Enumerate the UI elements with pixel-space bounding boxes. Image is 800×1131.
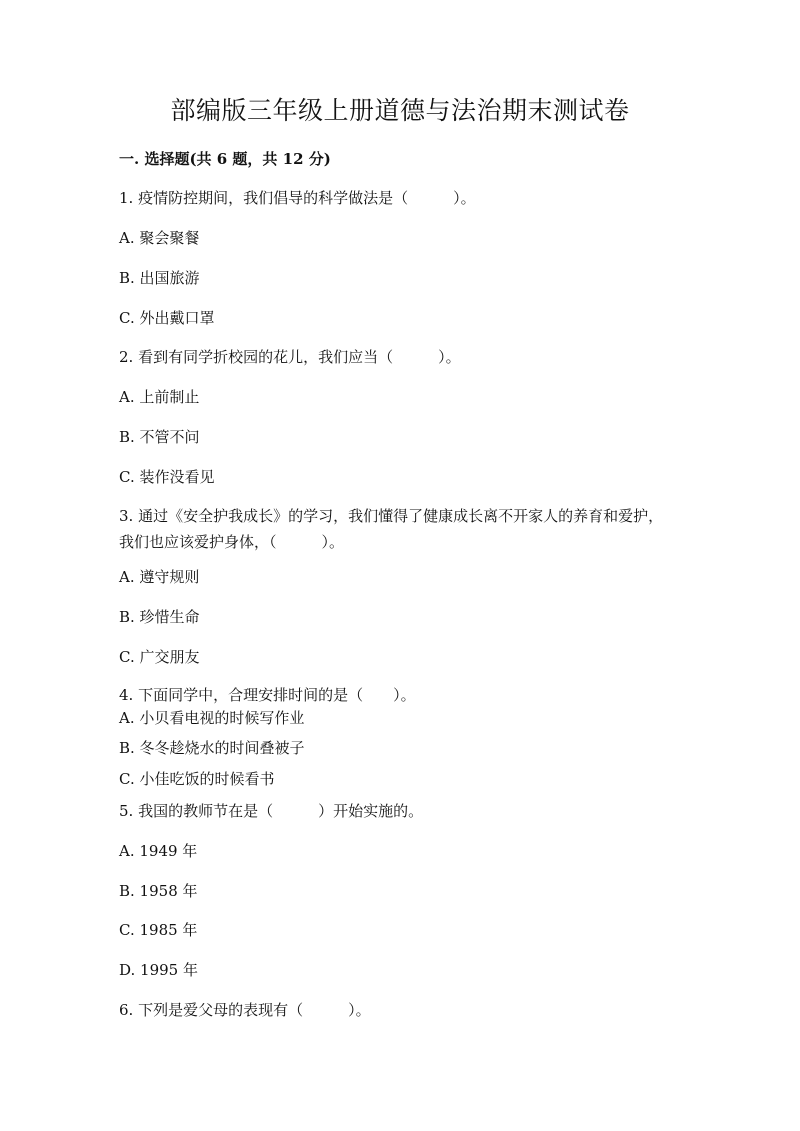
question-stem: 2. 看到有同学折校园的花儿，我们应当（ ）。 bbox=[119, 348, 461, 366]
option-c: C. 小佳吃饭的时候看书 bbox=[119, 770, 275, 788]
option-b: B. 出国旅游 bbox=[119, 269, 200, 287]
question-stem: 1. 疫情防控期间，我们倡导的科学做法是（ ）。 bbox=[119, 189, 476, 207]
section-heading: 一. 选择题(共 6 题，共 12 分) bbox=[119, 150, 331, 168]
option-c: C. 外出戴口罩 bbox=[119, 309, 215, 327]
option-a: A. 上前制止 bbox=[119, 388, 200, 406]
option-b: B. 不管不问 bbox=[119, 428, 200, 446]
option-c: C. 装作没看见 bbox=[119, 468, 215, 486]
question-stem: 3. 通过《安全护我成长》的学习，我们懂得了健康成长离不开家人的养育和爱护，我们也应该爱护身体，（ ）。 bbox=[119, 507, 664, 551]
option-b: B. 1958 年 bbox=[119, 882, 198, 900]
option-a: A. 遵守规则 bbox=[119, 568, 200, 586]
option-a: A. 小贝看电视的时候写作业 bbox=[119, 709, 305, 727]
option-d: D. 1995 年 bbox=[119, 961, 198, 979]
option-b: B. 珍惜生命 bbox=[119, 608, 200, 626]
option-c: C. 广交朋友 bbox=[119, 648, 200, 666]
option-a: A. 1949 年 bbox=[119, 842, 198, 860]
option-a: A. 聚会聚餐 bbox=[119, 229, 200, 247]
option-b: B. 冬冬趁烧水的时间叠被子 bbox=[119, 739, 305, 757]
option-c: C. 1985 年 bbox=[119, 921, 198, 939]
question-stem: 5. 我国的教师节在是（ ）开始实施的。 bbox=[119, 802, 424, 820]
question-stem: 6. 下列是爱父母的表现有（ ）。 bbox=[119, 1001, 371, 1019]
question-stem: 4. 下面同学中，合理安排时间的是（ ）。 bbox=[119, 686, 416, 704]
exam-title: 部编版三年级上册道德与法治期末测试卷 bbox=[170, 96, 630, 125]
